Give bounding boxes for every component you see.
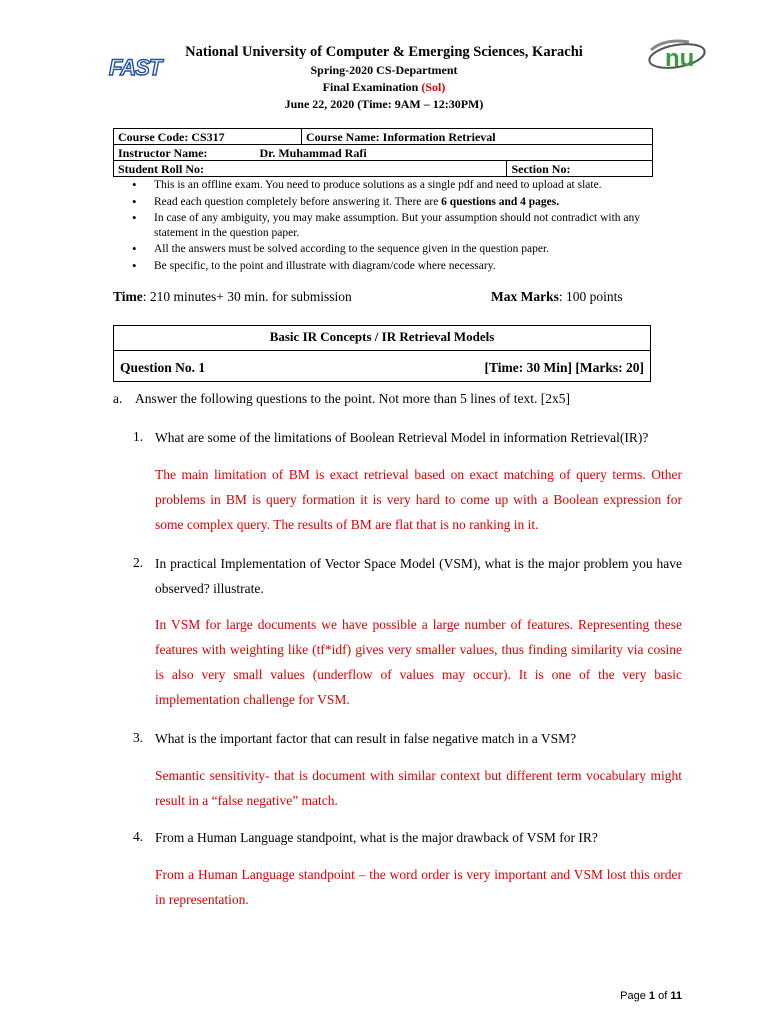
list-item: • Read each question completely before answering it. There are 6 questions and 4 pages.	[130, 195, 685, 210]
divider	[114, 350, 650, 351]
list-item: • This is an offline exam. You need to produce solutions as a single pdf and need to upload at slate.	[130, 178, 685, 193]
nu-logo-text: nu	[665, 45, 695, 72]
exam-title	[170, 79, 598, 96]
table-row	[114, 161, 653, 177]
page-label: Page	[620, 990, 646, 1002]
max-marks	[491, 288, 623, 306]
list-item: • All the answers must be solved according to the sequence given in the question paper.	[130, 242, 685, 257]
question-2-text: In practical Implementation of Vector Space Model (VSM), what is the major problem you have observed? illustrate.	[155, 556, 682, 596]
list-item: • In case of any ambiguity, you may make assumption. But your assumption should not contradict with any statement in the question paper.	[130, 211, 685, 240]
exam-date-time: June 22, 2020 (Time: 9AM – 12:30PM)	[284, 97, 484, 111]
answer-4-text: From a Human Language standpoint – the word order is very important and VSM lost this order in representation.	[155, 867, 682, 907]
marks-label: Max Marks	[491, 289, 559, 304]
section-no-cell: Section No:	[507, 161, 653, 177]
question-header-box	[113, 325, 651, 382]
instructor-value: Dr. Muhammad Rafi	[259, 145, 367, 160]
roll-no-cell: Student Roll No:	[114, 161, 507, 177]
time-value: : 210 minutes+ 30 min. for submission	[142, 289, 352, 304]
answer-3-text: Semantic sensitivity- that is document with similar context but different term vocabulary might result in a “false negative” match.	[155, 768, 682, 808]
university-name: National University of Computer & Emerging Sciences, Karachi	[185, 44, 583, 60]
fast-logo	[108, 54, 162, 80]
answer-2-text: In VSM for large documents we have possible a large number of features. Representing these features with weighting like (tf*idf) gives very smaller values, thus finding similarity via cosine is also very small values (underflow of values may occur). It is one of the very basic implementation challenge for VSM.	[155, 617, 682, 707]
instructor-cell	[114, 145, 653, 161]
question-4-number: 4.	[133, 829, 144, 844]
exam-header	[170, 42, 598, 113]
semester-line: Spring-2020 CS-Department	[310, 63, 458, 77]
exam-name: Final Examination	[322, 80, 419, 94]
question-4-text: From a Human Language standpoint, what is the major drawback of VSM for IR?	[155, 830, 598, 845]
part-a-marker: a.	[113, 391, 123, 406]
question-1-number: 1.	[133, 429, 144, 444]
time-label: Time	[113, 289, 143, 304]
question-1-text: What are some of the limitations of Boolean Retrieval Model in information Retrieval(IR)?	[155, 430, 649, 445]
question-time-marks: [Time: 30 Min] [Marks: 20]	[484, 360, 644, 375]
list-item: • Be specific, to the point and illustrate with diagram/code where necessary.	[130, 259, 685, 274]
question-3-number: 3.	[133, 730, 144, 745]
answer-1-text: The main limitation of BM is exact retrieval based on exact matching of query terms. Other problems in BM is query formation it is very hard to come up with a Boolean expression for some complex query. The results of BM are flat that is no ranking in it.	[155, 467, 682, 532]
fast-logo-text: FAST	[109, 55, 162, 80]
section-title: Basic IR Concepts / IR Retrieval Models	[269, 329, 495, 344]
course-info-table	[113, 128, 653, 177]
question-2-number: 2.	[133, 555, 144, 570]
question-3-text: What is the important factor that can result in false negative match in a VSM?	[155, 731, 577, 746]
time-allowed	[113, 288, 352, 306]
instructor-label: Instructor Name:	[118, 145, 208, 160]
page-total: 11	[670, 990, 682, 1002]
nu-logo	[645, 36, 707, 76]
table-row	[114, 145, 653, 161]
marks-value: : 100 points	[558, 289, 623, 304]
of-label: of	[658, 990, 668, 1002]
page-footer	[620, 990, 682, 1002]
question-number: Question No. 1	[120, 360, 206, 375]
instructions-list	[130, 178, 685, 275]
exam-tag: (Sol)	[421, 80, 446, 94]
page-number: 1	[648, 990, 656, 1002]
part-a-text: Answer the following questions to the point. Not more than 5 lines of text. [2x5]	[135, 391, 570, 406]
part-a-instruction	[113, 390, 570, 408]
table-row	[114, 129, 653, 145]
course-name-cell: Course Name: Information Retrieval	[302, 129, 653, 145]
course-code-cell: Course Code: CS317	[114, 129, 302, 145]
